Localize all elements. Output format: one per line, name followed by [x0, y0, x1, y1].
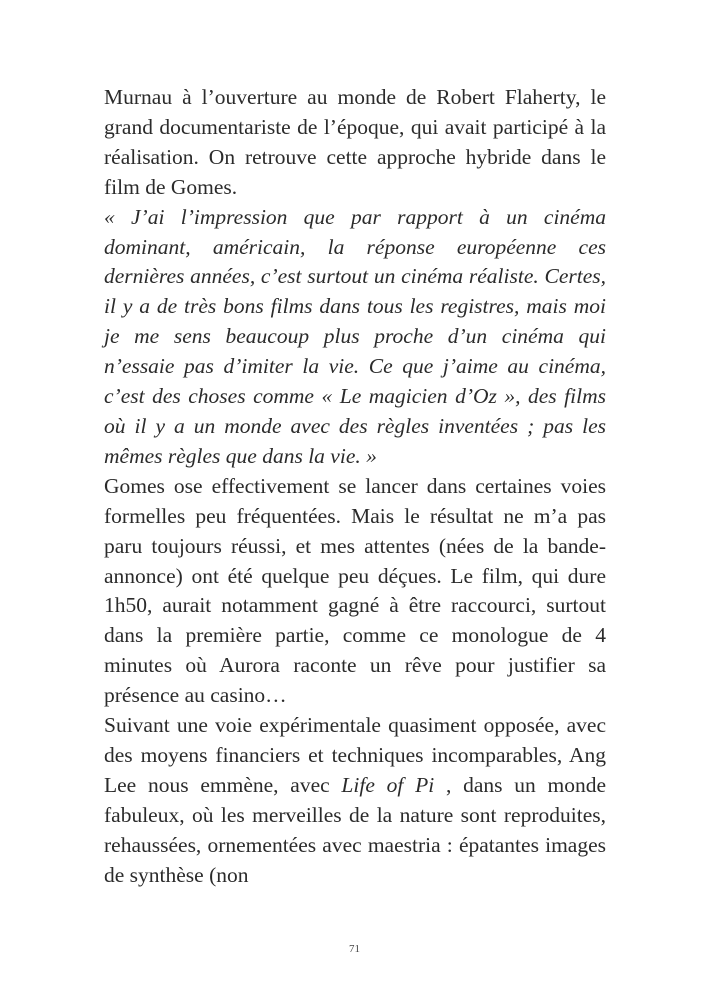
paragraph-flaherty: Murnau à l’ouverture au monde de Robert Flaherty, le grand documentariste de l’époque, qui avait participé à la réalisation. On retrouve cette approche hybride dans le film de Gomes. [104, 85, 606, 199]
page-body [104, 83, 606, 890]
paragraph-ang-lee-text-after: , dans un monde fabuleux, où les merveilles de la nature sont reproduites, rehaussées, ornementées avec maestria : épatantes images de synthèse (non [104, 772, 606, 887]
paragraph-gomes-critique: Gomes ose effectivement se lancer dans certaines voies formelles peu fréquentées. Mais le résultat ne m’a pas paru toujours réussi, et mes attentes (nées de la bande-annonce) ont été quelque peu déçues. Le film, qui dure 1h50, aurait notamment gagné à être raccourci, surtout dans la première partie, comme ce monologue de 4 minutes où Aurora raconte un rêve pour justifier sa présence au casino… [104, 473, 606, 708]
paragraph-ang-lee-text-before: Suivant une voie expérimentale quasiment opposée, avec des moyens financiers et techniques incomparables, Ang Lee nous emmène, avec [104, 713, 606, 797]
film-title-life-of-pi: Life of Pi [341, 772, 435, 797]
quote-gomes: « J’ai l’impression que par rapport à un cinéma dominant, américain, la réponse européenne ces dernières années, c’est surtout un cinéma réaliste. Certes, il y a de très bons films dans tous les registres, mais moi je me sens beaucoup plus proche d’un cinéma qui n’essaie pas d’imiter la vie. Ce que j’aime au cinéma, c’est des choses comme « Le magicien d’Oz », des films où il y a un monde avec des règles inventées ; pas les mêmes règles que dans la vie. » [104, 204, 606, 468]
page-number: 71 [349, 943, 360, 955]
paragraph-ang-lee [104, 711, 606, 890]
